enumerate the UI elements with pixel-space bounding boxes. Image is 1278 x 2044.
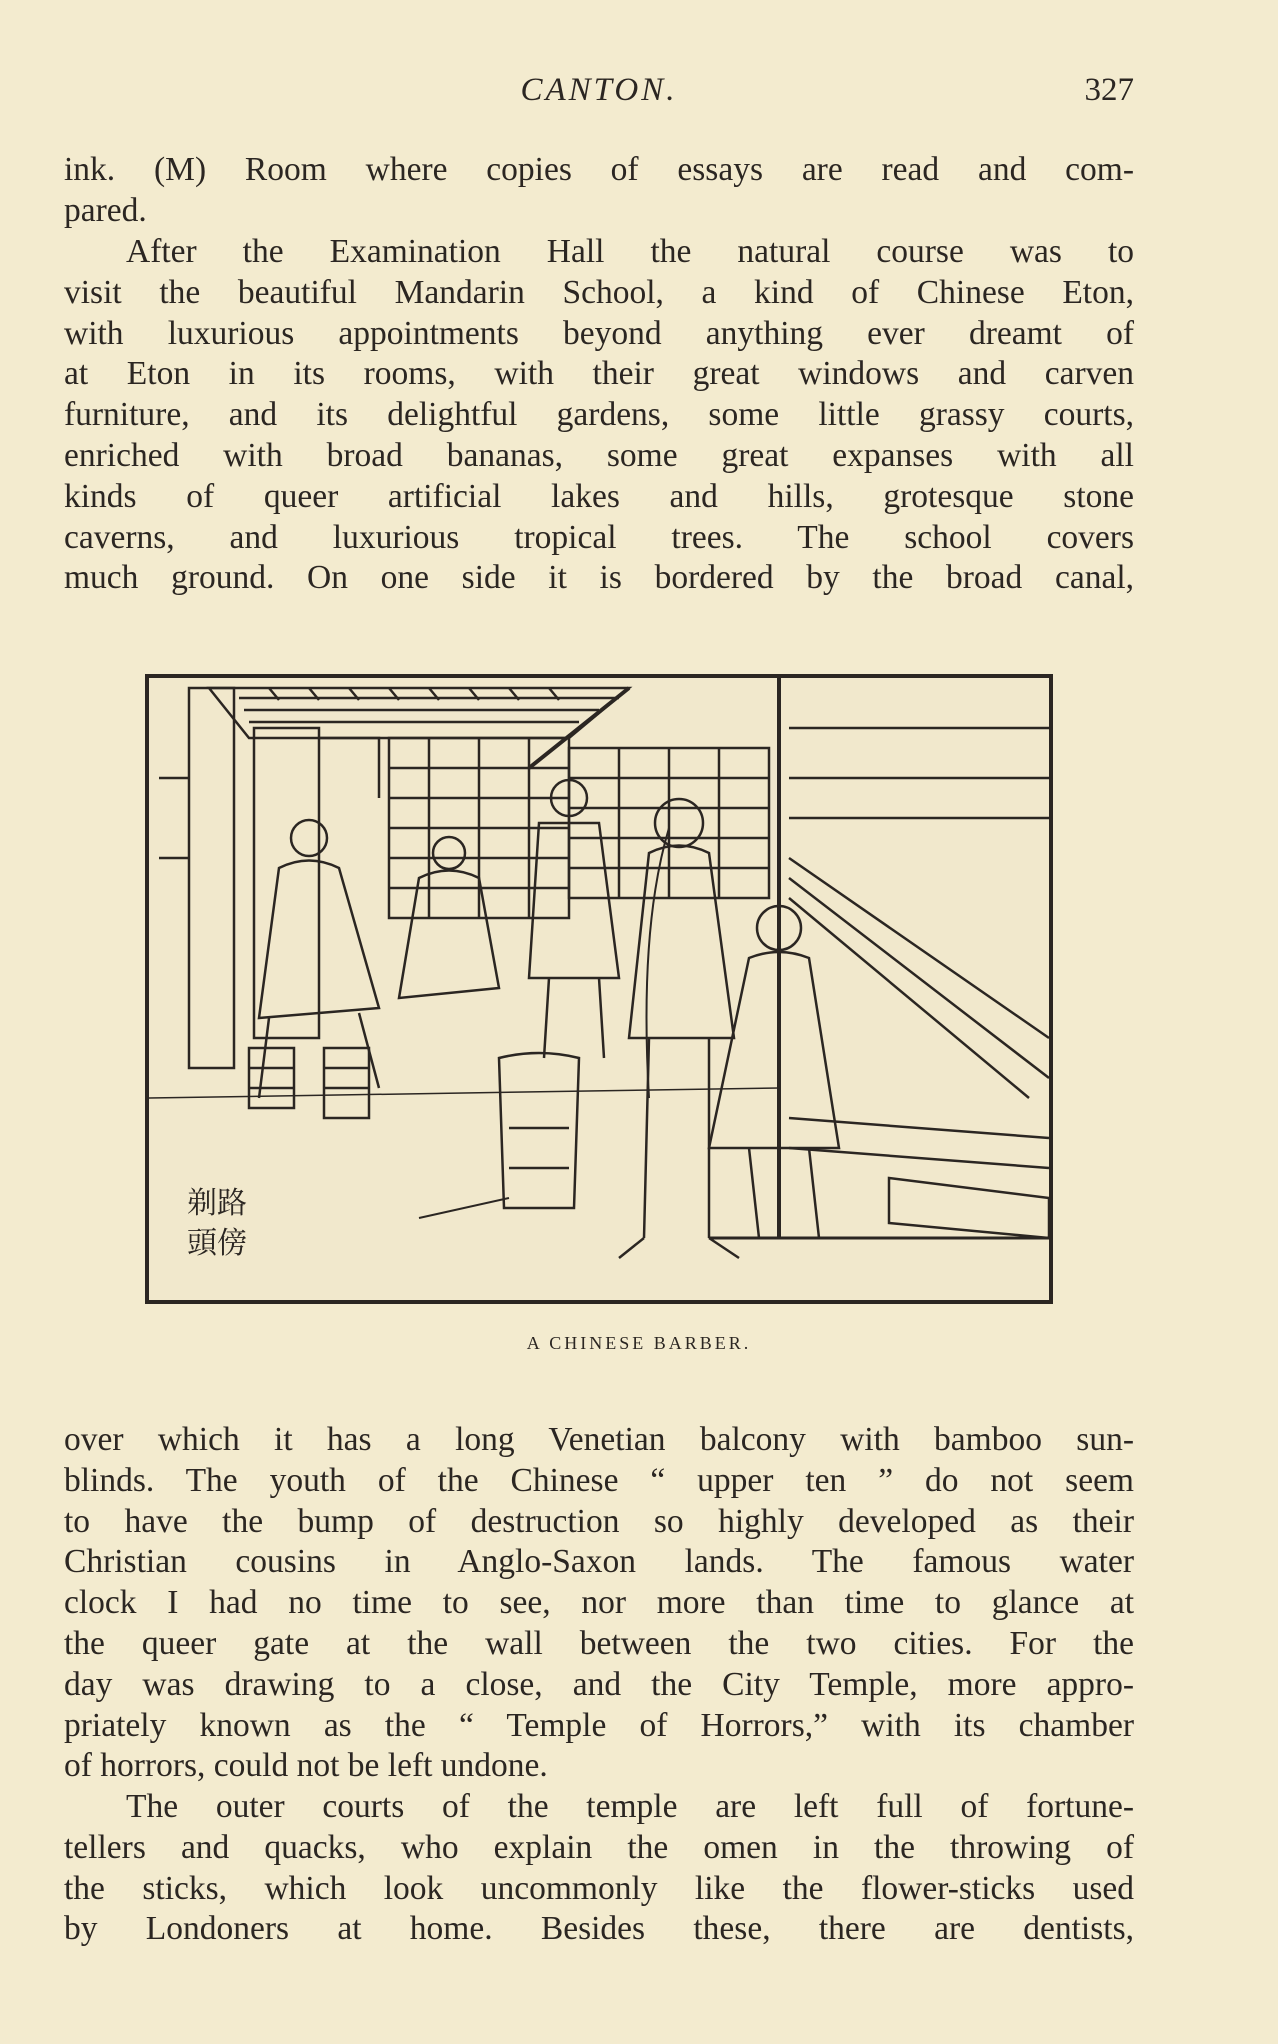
paragraph-essays-room <box>64 150 1134 232</box>
text-line: the queer gate at the wall between the two cities. For the <box>64 1624 1134 1662</box>
text-line: visit the beautiful Mandarin School, a kind of Chinese Eton, <box>64 273 1134 311</box>
figure-caption: A CHINESE BARBER. <box>526 1333 752 1353</box>
text-line: by Londoners at home. Besides these, there are dentists, <box>64 1910 1134 1948</box>
paragraph-temple-courts <box>64 1787 1134 1950</box>
text-line: enriched with broad bananas, some great expanses with all <box>64 436 1134 474</box>
inscription-line: 頭傍 <box>187 1226 247 1261</box>
text-line: over which it has a long Venetian balcony with bamboo sun- <box>64 1421 1134 1458</box>
text-line: day was drawing to a close, and the City Temple, more appro- <box>64 1665 1134 1703</box>
text-line: the sticks, which look uncommonly like the flower-sticks used <box>64 1869 1134 1907</box>
text-line: furniture, and its delightful gardens, some little grassy courts, <box>64 396 1134 434</box>
barber-illustration <box>145 674 1053 1304</box>
page-header <box>64 66 1134 116</box>
text-line: much ground. On one side it is bordered by the broad canal, <box>64 559 1134 597</box>
text-line: with luxurious appointments beyond anything ever dreamt of <box>64 314 1134 352</box>
text-line: caverns, and luxurious tropical trees. The school covers <box>64 518 1134 556</box>
running-head: CANTON. <box>520 72 678 108</box>
text-line: Christian cousins in Anglo-Saxon lands. The famous water <box>64 1543 1134 1581</box>
text-line: kinds of queer artificial lakes and hills, grotesque stone <box>64 477 1134 515</box>
paragraph-venetian-balcony <box>64 1420 1134 1787</box>
engraving-illustration-icon <box>149 678 1049 1300</box>
text-line: ink. (M) Room where copies of essays are read and com- <box>64 151 1134 188</box>
text-line: clock I had no time to see, nor more than time to glance at <box>64 1584 1134 1622</box>
paragraph-mandarin-school <box>64 232 1134 599</box>
text-line: of horrors, could not be left undone. <box>64 1747 548 1785</box>
text-line: The outer courts of the temple are left full of fortune- <box>126 1788 1134 1825</box>
text-line: tellers and quacks, who explain the omen in the throwing of <box>64 1828 1134 1866</box>
text-line: at Eton in its rooms, with their great windows and carven <box>64 355 1134 393</box>
inscription-line: 剃路 <box>187 1186 247 1221</box>
text-line: After the Examination Hall the natural course was to <box>126 233 1134 270</box>
text-line: priately known as the “ Temple of Horrors,” with its chamber <box>64 1706 1134 1744</box>
text-line: blinds. The youth of the Chinese “ upper ten ” do not seem <box>64 1461 1134 1499</box>
text-line: to have the bump of destruction so highly developed as their <box>64 1502 1134 1540</box>
page-number: 327 <box>1084 72 1134 108</box>
text-line: pared. <box>64 191 147 229</box>
